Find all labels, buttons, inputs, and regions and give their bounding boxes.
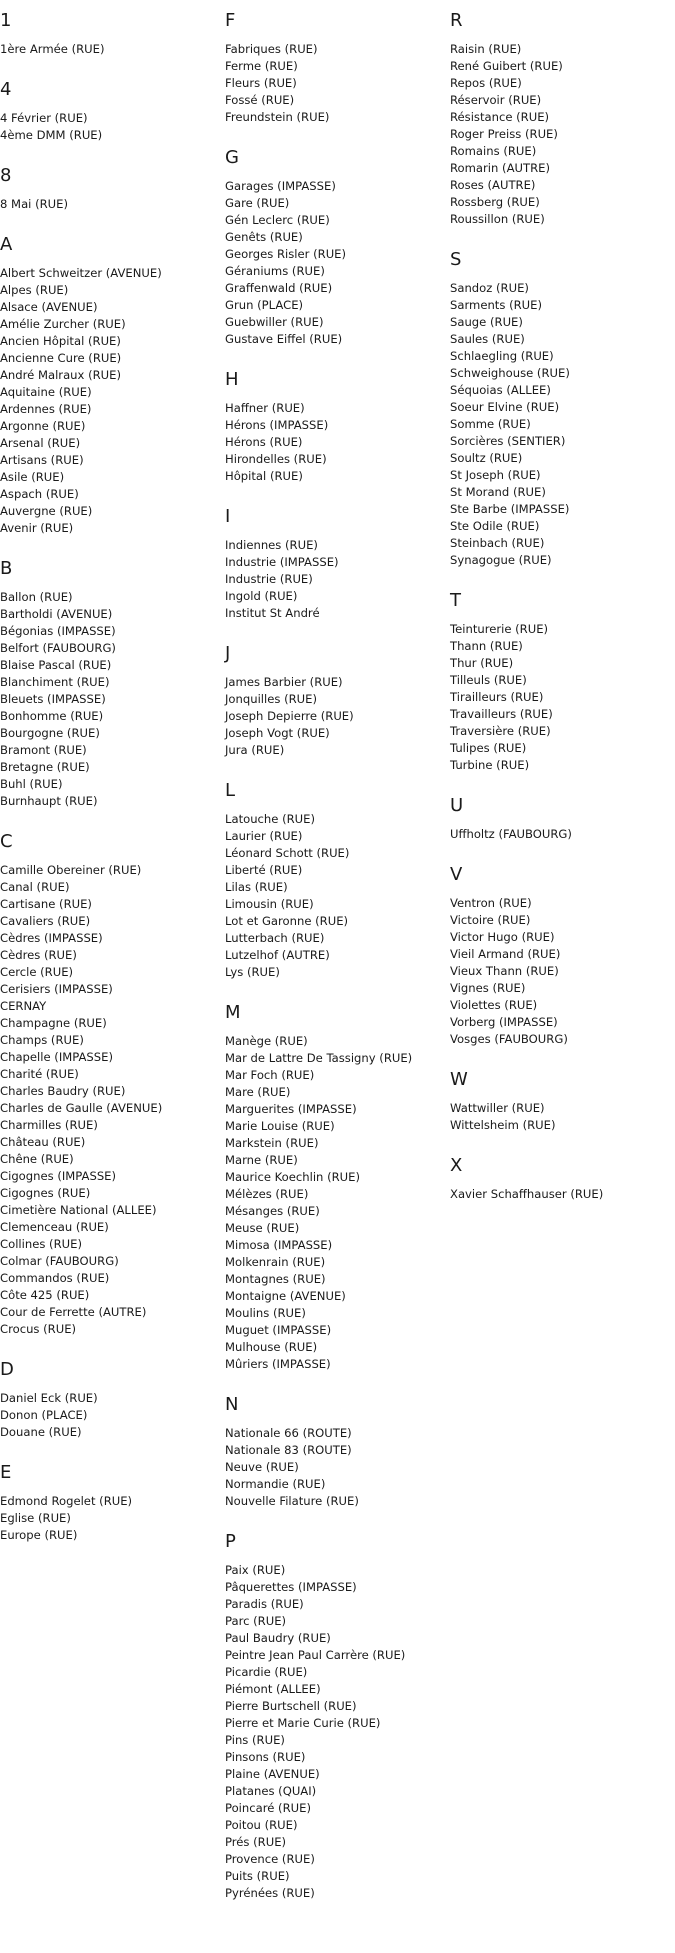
street-link[interactable]: Guebwiller (RUE) — [225, 315, 324, 329]
street-link[interactable]: Ventron (RUE) — [450, 896, 532, 910]
section-letter-heading: W — [450, 1069, 468, 1090]
street-link[interactable]: Jonquilles (RUE) — [225, 692, 318, 706]
street-link[interactable]: Vosges (FAUBOURG) — [450, 1032, 568, 1046]
street-link[interactable]: Poitou (RUE) — [225, 1818, 298, 1832]
street-link[interactable]: Victoire (RUE) — [450, 913, 531, 927]
letter-section — [450, 795, 675, 843]
street-link[interactable]: Mimosa (IMPASSE) — [225, 1238, 333, 1252]
letter-section — [0, 165, 225, 213]
street-link[interactable]: Réservoir (RUE) — [450, 93, 542, 107]
street-link[interactable]: Montaigne (AVENUE) — [225, 1289, 346, 1303]
street-link[interactable]: Bonhomme (RUE) — [0, 709, 104, 723]
street-link[interactable]: Charité (RUE) — [0, 1067, 79, 1081]
street-link[interactable]: Charles Baudry (RUE) — [0, 1084, 126, 1098]
street-link[interactable]: Mar de Lattre De Tassigny (RUE) — [225, 1051, 413, 1065]
street-link[interactable]: Schlaegling (RUE) — [450, 349, 554, 363]
letter-section — [0, 234, 225, 537]
street-link[interactable]: Tirailleurs (RUE) — [450, 690, 544, 704]
street-link[interactable]: Ferme (RUE) — [225, 59, 298, 73]
street-link[interactable]: Piémont (ALLEE) — [225, 1682, 321, 1696]
street-link[interactable]: Hérons (IMPASSE) — [225, 418, 329, 432]
index-column-2 — [225, 10, 450, 1923]
street-link[interactable]: Cèdres (RUE) — [0, 948, 77, 962]
letter-section — [450, 864, 675, 1048]
street-link[interactable]: Amélie Zurcher (RUE) — [0, 317, 126, 331]
street-link[interactable]: Ingold (RUE) — [225, 589, 298, 603]
street-link[interactable]: Pins (RUE) — [225, 1733, 285, 1747]
street-link[interactable]: Cimetière National (ALLEE) — [0, 1203, 157, 1217]
street-link[interactable]: Thann (RUE) — [450, 639, 523, 653]
street-link[interactable]: Avenir (RUE) — [0, 521, 74, 535]
letter-section — [0, 1359, 225, 1441]
street-link[interactable]: Raisin (RUE) — [450, 42, 522, 56]
street-link[interactable]: Mare (RUE) — [225, 1085, 291, 1099]
street-link[interactable]: Ancien Hôpital (RUE) — [0, 334, 121, 348]
street-link[interactable]: Roses (AUTRE) — [450, 178, 536, 192]
street-link[interactable]: Lot et Garonne (RUE) — [225, 914, 349, 928]
section-letter-heading: I — [225, 506, 231, 527]
street-link[interactable]: Bleuets (IMPASSE) — [0, 692, 106, 706]
street-link[interactable]: Rossberg (RUE) — [450, 195, 540, 209]
street-link[interactable]: Bretagne (RUE) — [0, 760, 90, 774]
street-link[interactable]: Lys (RUE) — [225, 965, 280, 979]
street-link[interactable]: Mar Foch (RUE) — [225, 1068, 315, 1082]
street-link[interactable]: Fabriques (RUE) — [225, 42, 318, 56]
street-link[interactable]: Garages (IMPASSE) — [225, 179, 336, 193]
street-link[interactable]: 4ème DMM (RUE) — [0, 128, 103, 142]
street-link[interactable]: Ste Odile (RUE) — [450, 519, 540, 533]
street-link[interactable]: Camille Obereiner (RUE) — [0, 863, 142, 877]
street-link[interactable]: Steinbach (RUE) — [450, 536, 545, 550]
letter-section — [450, 249, 675, 569]
street-link[interactable]: Bartholdi (AVENUE) — [0, 607, 113, 621]
street-link[interactable]: Sandoz (RUE) — [450, 281, 529, 295]
street-link[interactable]: Wattwiller (RUE) — [450, 1101, 545, 1115]
street-link[interactable]: Hirondelles (RUE) — [225, 452, 327, 466]
street-link[interactable]: Aquitaine (RUE) — [0, 385, 92, 399]
section-letter-heading: F — [225, 10, 236, 31]
street-link[interactable]: Collines (RUE) — [0, 1237, 82, 1251]
street-link[interactable]: Cartisane (RUE) — [0, 897, 92, 911]
street-link[interactable]: Fossé (RUE) — [225, 93, 295, 107]
section-letter-heading: 1 — [0, 10, 12, 31]
street-link[interactable]: Mûriers (IMPASSE) — [225, 1357, 331, 1371]
section-letter-heading: J — [225, 643, 231, 664]
street-link[interactable]: Liberté (RUE) — [225, 863, 303, 877]
street-link[interactable]: Cèdres (IMPASSE) — [0, 931, 103, 945]
street-link[interactable]: Marie Louise (RUE) — [225, 1119, 335, 1133]
street-link[interactable]: Vorberg (IMPASSE) — [450, 1015, 558, 1029]
letter-section — [225, 1531, 450, 1902]
street-link[interactable]: Gustave Eiffel (RUE) — [225, 332, 343, 346]
street-link[interactable]: Pâquerettes (IMPASSE) — [225, 1580, 357, 1594]
street-link[interactable]: Traversière (RUE) — [450, 724, 551, 738]
street-link[interactable]: Joseph Depierre (RUE) — [225, 709, 354, 723]
street-link[interactable]: Champagne (RUE) — [0, 1016, 107, 1030]
section-letter-heading: C — [0, 831, 13, 852]
street-link[interactable]: Auvergne (RUE) — [0, 504, 93, 518]
street-link[interactable]: Donon (PLACE) — [0, 1408, 88, 1422]
street-link[interactable]: Champs (RUE) — [0, 1033, 84, 1047]
street-link[interactable]: Sauge (RUE) — [450, 315, 523, 329]
street-link[interactable]: Charmilles (RUE) — [0, 1118, 98, 1132]
street-link[interactable]: Lutzelhof (AUTRE) — [225, 948, 330, 962]
street-link[interactable]: Mélèzes (RUE) — [225, 1187, 309, 1201]
street-link[interactable]: Château (RUE) — [0, 1135, 86, 1149]
street-link[interactable]: Edmond Rogelet (RUE) — [0, 1494, 133, 1508]
street-link[interactable]: Cercle (RUE) — [0, 965, 74, 979]
street-link[interactable]: Montagnes (RUE) — [225, 1272, 326, 1286]
street-link[interactable]: Paul Baudry (RUE) — [225, 1631, 331, 1645]
street-link[interactable]: Aspach (RUE) — [0, 487, 79, 501]
street-link[interactable]: Ballon (RUE) — [0, 590, 73, 604]
street-link[interactable]: Lilas (RUE) — [225, 880, 288, 894]
street-link[interactable]: Chapelle (IMPASSE) — [0, 1050, 113, 1064]
section-letter-heading: M — [225, 1002, 241, 1023]
street-link[interactable]: Arsenal (RUE) — [0, 436, 81, 450]
section-letter-heading: L — [225, 780, 236, 801]
street-link[interactable]: Côte 425 (RUE) — [0, 1288, 90, 1302]
street-link[interactable]: Latouche (RUE) — [225, 812, 316, 826]
street-link[interactable]: Industrie (IMPASSE) — [225, 555, 339, 569]
street-link[interactable]: Violettes (RUE) — [450, 998, 538, 1012]
section-letter-heading: V — [450, 864, 463, 885]
section-letter-heading: X — [450, 1155, 463, 1176]
street-link[interactable]: Burnhaupt (RUE) — [0, 794, 98, 808]
letter-section — [0, 10, 225, 58]
street-link[interactable]: Neuve (RUE) — [225, 1460, 299, 1474]
street-link[interactable]: Douane (RUE) — [0, 1425, 82, 1439]
street-link[interactable]: 1ère Armée (RUE) — [0, 42, 105, 56]
street-link[interactable]: St Morand (RUE) — [450, 485, 546, 499]
street-link[interactable]: Cerisiers (IMPASSE) — [0, 982, 113, 996]
street-link[interactable]: Hérons (RUE) — [225, 435, 303, 449]
section-letter-heading: G — [225, 147, 239, 168]
street-link[interactable]: Graffenwald (RUE) — [225, 281, 333, 295]
street-link[interactable]: Belfort (FAUBOURG) — [0, 641, 116, 655]
street-link[interactable]: Europe (RUE) — [0, 1528, 78, 1542]
street-link[interactable]: Artisans (RUE) — [0, 453, 84, 467]
street-link[interactable]: Freundstein (RUE) — [225, 110, 330, 124]
section-letter-heading: T — [450, 590, 461, 611]
street-link[interactable]: Markstein (RUE) — [225, 1136, 319, 1150]
street-link[interactable]: Muguet (IMPASSE) — [225, 1323, 332, 1337]
street-link[interactable]: Travailleurs (RUE) — [450, 707, 553, 721]
street-link[interactable]: Xavier Schaffhauser (RUE) — [450, 1187, 604, 1201]
street-link[interactable]: Saules (RUE) — [450, 332, 525, 346]
index-column-1 — [0, 10, 225, 1565]
street-link[interactable]: Limousin (RUE) — [225, 897, 314, 911]
letter-section — [450, 1069, 675, 1134]
street-link[interactable]: Pyrénées (RUE) — [225, 1886, 315, 1900]
street-link[interactable]: Maurice Koechlin (RUE) — [225, 1170, 360, 1184]
street-link[interactable]: Prés (RUE) — [225, 1835, 287, 1849]
letter-section — [225, 10, 450, 126]
street-link[interactable]: Industrie (RUE) — [225, 572, 313, 586]
street-link[interactable]: Molkenrain (RUE) — [225, 1255, 326, 1269]
street-link[interactable]: Genêts (RUE) — [225, 230, 303, 244]
street-link[interactable]: Joseph Vogt (RUE) — [225, 726, 330, 740]
street-link[interactable]: Gén Leclerc (RUE) — [225, 213, 330, 227]
street-link[interactable]: Picardie (RUE) — [225, 1665, 308, 1679]
street-link[interactable]: Lutterbach (RUE) — [225, 931, 325, 945]
street-link[interactable]: Plaine (AVENUE) — [225, 1767, 320, 1781]
street-link[interactable]: Sarments (RUE) — [450, 298, 542, 312]
street-link[interactable]: Bourgogne (RUE) — [0, 726, 100, 740]
street-link[interactable]: Platanes (QUAI) — [225, 1784, 317, 1798]
letter-section — [0, 1462, 225, 1544]
street-link[interactable]: Blaise Pascal (RUE) — [0, 658, 112, 672]
street-link[interactable]: Nouvelle Filature (RUE) — [225, 1494, 359, 1508]
street-link[interactable]: Roger Preiss (RUE) — [450, 127, 558, 141]
street-link[interactable]: Alsace (AVENUE) — [0, 300, 98, 314]
street-link[interactable]: Cigognes (RUE) — [0, 1186, 91, 1200]
letter-section — [225, 1394, 450, 1510]
street-link[interactable]: Indiennes (RUE) — [225, 538, 318, 552]
street-link[interactable]: Argonne (RUE) — [0, 419, 86, 433]
street-link[interactable]: 8 Mai (RUE) — [0, 197, 68, 211]
section-letter-heading: D — [0, 1359, 14, 1380]
street-link[interactable]: Jura (RUE) — [225, 743, 285, 757]
street-link[interactable]: Romarin (AUTRE) — [450, 161, 550, 175]
letter-section — [0, 79, 225, 144]
street-link[interactable]: Somme (RUE) — [450, 417, 531, 431]
section-letter-heading: U — [450, 795, 464, 816]
letter-section — [225, 506, 450, 622]
street-link[interactable]: Parc (RUE) — [225, 1614, 287, 1628]
street-link[interactable]: Asile (RUE) — [0, 470, 65, 484]
street-link[interactable]: Haffner (RUE) — [225, 401, 305, 415]
street-link[interactable]: Buhl (RUE) — [0, 777, 63, 791]
street-link[interactable]: Mulhouse (RUE) — [225, 1340, 318, 1354]
letter-section — [225, 369, 450, 485]
letter-section — [225, 147, 450, 348]
letter-section — [225, 1002, 450, 1373]
street-link[interactable]: Alpes (RUE) — [0, 283, 69, 297]
street-link[interactable]: Bégonias (IMPASSE) — [0, 624, 116, 638]
street-link[interactable]: Soeur Elvine (RUE) — [450, 400, 560, 414]
street-link[interactable]: Pierre et Marie Curie (RUE) — [225, 1716, 381, 1730]
street-link[interactable]: Tilleuls (RUE) — [450, 673, 527, 687]
street-link[interactable]: Séquoias (ALLEE) — [450, 383, 551, 397]
letter-section — [0, 558, 225, 810]
letter-section — [225, 780, 450, 981]
street-link[interactable]: Repos (RUE) — [450, 76, 522, 90]
street-link[interactable]: Daniel Eck (RUE) — [0, 1391, 98, 1405]
street-link[interactable]: Cigognes (IMPASSE) — [0, 1169, 117, 1183]
street-link[interactable]: Colmar (FAUBOURG) — [0, 1254, 119, 1268]
street-link[interactable]: Charles de Gaulle (AVENUE) — [0, 1101, 163, 1115]
street-link[interactable]: Géraniums (RUE) — [225, 264, 325, 278]
street-link[interactable]: Wittelsheim (RUE) — [450, 1118, 556, 1132]
street-link[interactable]: Nationale 66 (ROUTE) — [225, 1426, 352, 1440]
street-link[interactable]: Fleurs (RUE) — [225, 76, 297, 90]
section-letter-heading: N — [225, 1394, 239, 1415]
street-link[interactable]: Tulipes (RUE) — [450, 741, 527, 755]
street-link[interactable]: Institut St André — [225, 606, 320, 620]
street-link[interactable]: Paradis (RUE) — [225, 1597, 304, 1611]
street-link[interactable]: Sorcières (SENTIER) — [450, 434, 566, 448]
street-link[interactable]: René Guibert (RUE) — [450, 59, 563, 73]
street-link[interactable]: Ste Barbe (IMPASSE) — [450, 502, 570, 516]
street-link[interactable]: Poincaré (RUE) — [225, 1801, 311, 1815]
street-link[interactable]: Provence (RUE) — [225, 1852, 315, 1866]
section-letter-heading: R — [450, 10, 463, 31]
street-link[interactable]: Bramont (RUE) — [0, 743, 87, 757]
street-link[interactable]: Puits (RUE) — [225, 1869, 290, 1883]
letter-section — [450, 10, 675, 228]
street-link[interactable]: Eglise (RUE) — [0, 1511, 71, 1525]
street-link[interactable]: Thur (RUE) — [450, 656, 514, 670]
street-link[interactable]: Victor Hugo (RUE) — [450, 930, 555, 944]
street-link[interactable]: Turbine (RUE) — [450, 758, 530, 772]
street-link[interactable]: Chêne (RUE) — [0, 1152, 74, 1166]
street-link[interactable]: Manège (RUE) — [225, 1034, 308, 1048]
street-link[interactable]: Teinturerie (RUE) — [450, 622, 549, 636]
street-link[interactable]: St Joseph (RUE) — [450, 468, 541, 482]
street-link[interactable]: 4 Février (RUE) — [0, 111, 88, 125]
section-letter-heading: 4 — [0, 79, 12, 100]
letter-section — [450, 1155, 675, 1203]
street-link[interactable]: Pinsons (RUE) — [225, 1750, 306, 1764]
street-link[interactable]: Cour de Ferrette (AUTRE) — [0, 1305, 147, 1319]
street-link[interactable]: Grun (PLACE) — [225, 298, 304, 312]
section-letter-heading: H — [225, 369, 239, 390]
street-link[interactable]: Marguerites (IMPASSE) — [225, 1102, 357, 1116]
street-link[interactable]: Gare (RUE) — [225, 196, 290, 210]
letter-section — [0, 831, 225, 1338]
street-link[interactable]: Ardennes (RUE) — [0, 402, 92, 416]
street-link[interactable]: Normandie (RUE) — [225, 1477, 326, 1491]
street-link[interactable]: Léonard Schott (RUE) — [225, 846, 350, 860]
section-letter-heading: S — [450, 249, 462, 270]
letter-section — [225, 643, 450, 759]
street-link[interactable]: Hôpital (RUE) — [225, 469, 303, 483]
street-link[interactable]: Albert Schweitzer (AVENUE) — [0, 266, 162, 280]
street-link[interactable]: Meuse (RUE) — [225, 1221, 300, 1235]
section-letter-heading: A — [0, 234, 13, 255]
street-link[interactable]: Pierre Burtschell (RUE) — [225, 1699, 357, 1713]
street-link[interactable]: Synagogue (RUE) — [450, 553, 552, 567]
street-link[interactable]: Nationale 83 (ROUTE) — [225, 1443, 352, 1457]
street-link[interactable]: Crocus (RUE) — [0, 1322, 77, 1336]
letter-section — [450, 590, 675, 774]
section-letter-heading: B — [0, 558, 13, 579]
section-letter-heading: E — [0, 1462, 12, 1483]
street-link[interactable]: Canal (RUE) — [0, 880, 70, 894]
street-link[interactable]: Soultz (RUE) — [450, 451, 523, 465]
street-link[interactable]: Mésanges (RUE) — [225, 1204, 320, 1218]
street-link[interactable]: Paix (RUE) — [225, 1563, 286, 1577]
street-link[interactable]: André Malraux (RUE) — [0, 368, 121, 382]
street-link[interactable]: Ancienne Cure (RUE) — [0, 351, 122, 365]
street-link[interactable]: Schweighouse (RUE) — [450, 366, 570, 380]
street-link[interactable]: Georges Risler (RUE) — [225, 247, 347, 261]
street-link[interactable]: Commandos (RUE) — [0, 1271, 110, 1285]
street-link[interactable]: Blanchiment (RUE) — [0, 675, 110, 689]
street-link[interactable]: Clemenceau (RUE) — [0, 1220, 109, 1234]
street-link[interactable]: CERNAY — [0, 999, 47, 1013]
street-link[interactable]: Roussillon (RUE) — [450, 212, 545, 226]
street-link[interactable]: Peintre Jean Paul Carrère (RUE) — [225, 1648, 406, 1662]
street-link[interactable]: Moulins (RUE) — [225, 1306, 306, 1320]
street-link[interactable]: Vieil Armand (RUE) — [450, 947, 561, 961]
street-link[interactable]: Uffholtz (FAUBOURG) — [450, 827, 572, 841]
street-link[interactable]: Romains (RUE) — [450, 144, 537, 158]
street-link[interactable]: Marne (RUE) — [225, 1153, 298, 1167]
index-column-3 — [450, 10, 675, 1224]
section-letter-heading: P — [225, 1531, 236, 1552]
street-link[interactable]: Vieux Thann (RUE) — [450, 964, 559, 978]
street-link[interactable]: Résistance (RUE) — [450, 110, 550, 124]
street-link[interactable]: Laurier (RUE) — [225, 829, 303, 843]
section-letter-heading: 8 — [0, 165, 12, 186]
street-link[interactable]: James Barbier (RUE) — [225, 675, 343, 689]
street-link[interactable]: Vignes (RUE) — [450, 981, 526, 995]
street-link[interactable]: Cavaliers (RUE) — [0, 914, 91, 928]
